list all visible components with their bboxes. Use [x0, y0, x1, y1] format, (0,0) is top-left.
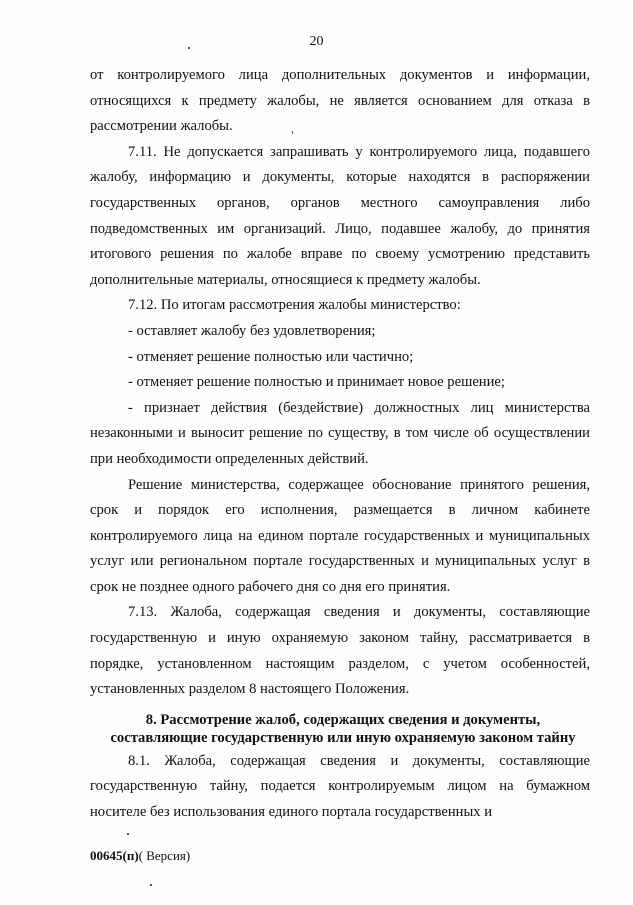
list-item: - признает действия (бездействие) должностных лиц министерства незаконными и выносит решение по существу, в том числе об осуществлении при необходимости определенных действий. — [90, 399, 590, 467]
section-heading-line: составляющие государственную или иную охраняемую законом тайну — [110, 729, 576, 746]
paragraph-7-13: 7.13. Жалоба, содержащая сведения и документы, составляющие государственную и иную охраняемую законом тайну, рассматривается в порядке, установленном настоящим разделом, с учетом особенностей, установленных разделом 8 настоящего Положения. — [90, 604, 590, 698]
section-heading — [90, 711, 590, 747]
scan-speck — [127, 833, 129, 835]
document-footer — [90, 848, 190, 864]
section-heading-line: 8. Рассмотрение жалоб, содержащих сведения и документы, — [145, 711, 541, 728]
paragraph-7-11: 7.11. Не допускается запрашивать у контролируемого лица, подавшего жалобу, информацию и документы, которые находятся в распоряжении государственных органов, органов местного самоуправления либо подведомственных им организаций. Лицо, подавшее жалобу, до принятия итогового решения по жалобе вправе по своему усмотрению представить дополнительные материалы, относящиеся к предмету жалобы. — [90, 143, 590, 288]
list-item: - отменяет решение полностью и принимает новое решение; — [128, 374, 505, 391]
page-number: 20 — [309, 34, 324, 49]
list-item: - оставляет жалобу без удовлетворения; — [128, 322, 376, 339]
document-code: 00645(п) — [90, 848, 139, 863]
scan-speck — [150, 884, 152, 886]
paragraph-8-1: 8.1. Жалоба, содержащая сведения и документы, составляющие государственную тайну, подается контролируемым лицом на бумажном носителе без использования единого портала государственных и — [90, 752, 590, 821]
paragraph-decision: Решение министерства, содержащее обоснование принятого решения, срок и порядок его исполнения, размещается в личном кабинете контролируемого лица на едином портале государственных и муниципальных услуг или региональном портале государственных и муниципальных услуг в срок не позднее одного рабочего дня со дня его принятия. — [90, 476, 590, 595]
document-version: ( Версия) — [138, 848, 191, 863]
paragraph-continuation: от контролируемого лица дополнительных документов и информации, относящихся к предмету жалобы, не является основанием для отказа в рассмотрении жалобы. — [90, 67, 590, 135]
paragraph-7-12: 7.12. По итогам рассмотрения жалобы министерство: — [128, 297, 461, 314]
scan-speck — [188, 47, 190, 49]
list-item: - отменяет решение полностью или частично; — [128, 348, 414, 365]
body-text — [90, 63, 590, 826]
